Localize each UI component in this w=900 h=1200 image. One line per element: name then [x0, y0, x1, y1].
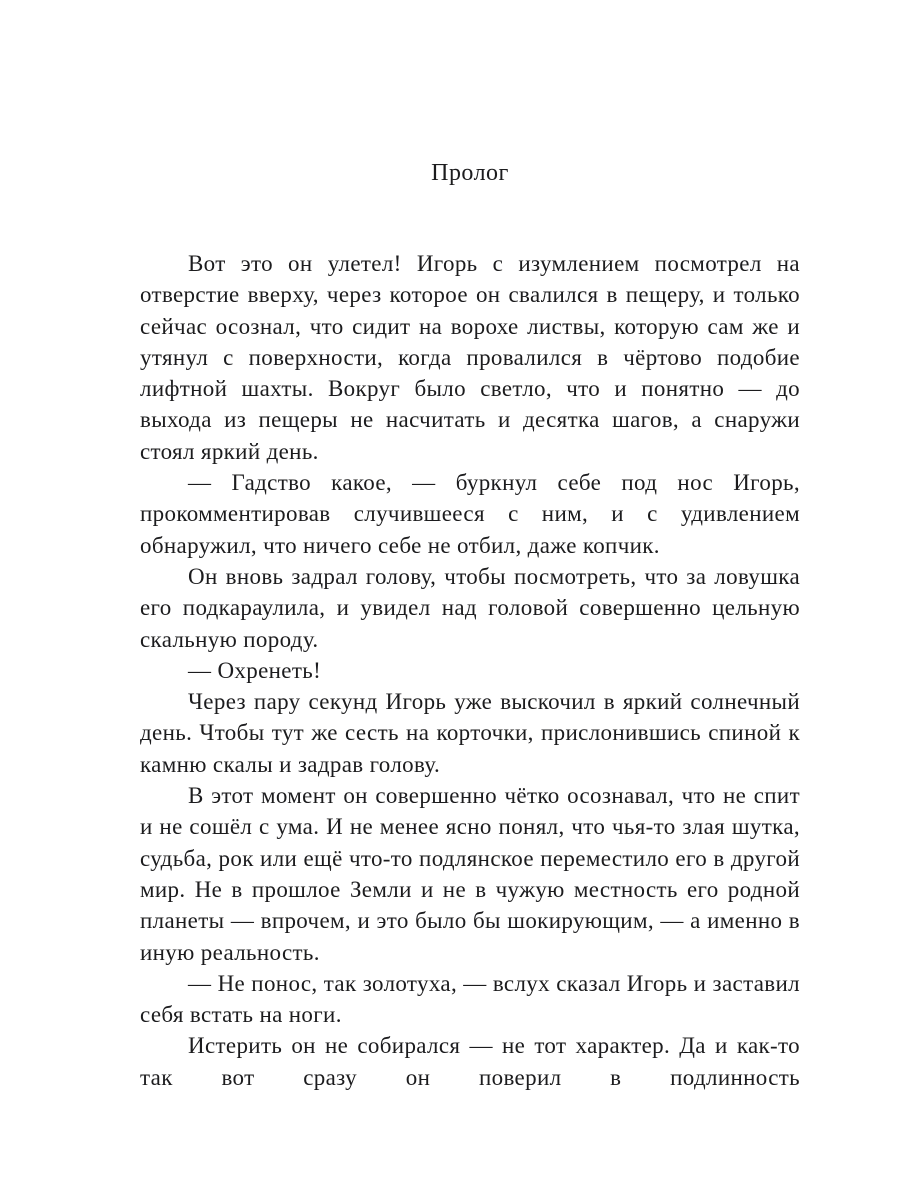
chapter-title: Пролог — [431, 160, 509, 186]
paragraph: В этот момент он совершенно чётко осознавал, что не спит и не сошёл с ума. И не менее ясно понял, что чья-то злая шутка, судьба, рок или ещё что-то подлянское переместило его в другой мир. Не в прошлое Земли и не в чужую местность его родной планеты — впрочем, и это было бы шокирующим, — а именно в иную реальность. — [140, 783, 800, 965]
paragraph: Истерить он не собирался — не тот характер. Да и как-то так вот сразу он поверил в подлинность — [140, 1033, 800, 1090]
paragraph: Через пару секунд Игорь уже выскочил в яркий солнечный день. Чтобы тут же сесть на корточки, прислонившись спиной к камню скалы и задрав голову. — [140, 689, 800, 777]
paragraph: — Гадство какое, — буркнул себе под нос Игорь, прокомментировав случившееся с ним, и с удивлением обнаружил, что ничего себе не отбил, даже копчик. — [140, 470, 800, 558]
paragraph: Вот это он улетел! Игорь с изумлением посмотрел на отверстие вверху, через которое он свалился в пещеру, и только сейчас осознал, что сидит на ворохе листвы, которую сам же и утянул с поверхности, когда провалился в чёртово подобие лифтной шахты. Вокруг было светло, что и понятно — до выхода из пещеры не насчитать и десятка шагов, а снаружи стоял яркий день. — [140, 251, 800, 464]
paragraph: Он вновь задрал голову, чтобы посмотреть, что за ловушка его подкараулила, и увидел над головой совершенно цельную скальную породу. — [140, 563, 800, 652]
page-text — [140, 248, 800, 1093]
paragraph: — Охренеть! — [188, 657, 322, 683]
paragraph: — Не понос, так золотуха, — вслух сказал Игорь и заставил себя встать на ноги. — [140, 970, 800, 1028]
